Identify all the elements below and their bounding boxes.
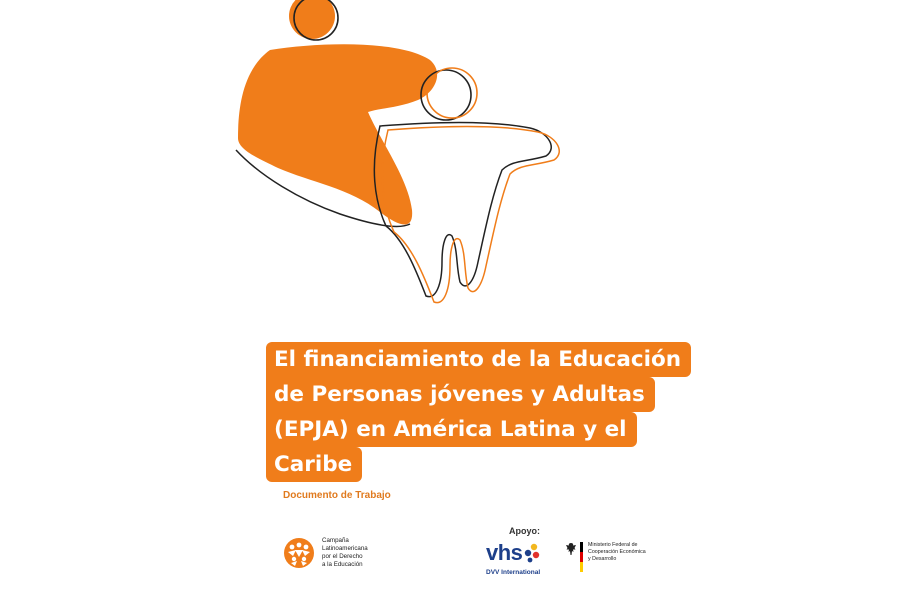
- orange-figure-body: [238, 44, 437, 224]
- ministry-line-1: Ministerio Federal de: [588, 542, 638, 548]
- campaign-line-4: a la Educación: [322, 561, 363, 568]
- vhs-logo: [486, 542, 540, 564]
- federal-eagle-icon: [565, 542, 577, 556]
- german-flag-icon: [580, 542, 583, 572]
- campaign-line-3: por el Derecho: [322, 553, 363, 560]
- campaign-block: [283, 537, 368, 569]
- orange-figure-head: [289, 0, 335, 39]
- title-line-4: Caribe: [266, 447, 362, 482]
- support-label: Apoyo:: [509, 526, 540, 536]
- vhs-dots-logo: [524, 542, 540, 564]
- document-subtitle: Documento de Trabajo: [283, 490, 391, 501]
- vhs-wordmark: vhs: [486, 540, 523, 565]
- title-line-1: El financiamiento de la Educación: [266, 342, 691, 377]
- vhs-caption: DVV International: [486, 569, 541, 576]
- campaign-line-1: Campaña: [322, 537, 349, 544]
- campaign-name: [322, 537, 368, 569]
- ministry-name: [588, 542, 646, 562]
- campaign-line-2: Latinoamericana: [322, 545, 368, 552]
- ministry-line-3: y Desarrollo: [588, 555, 617, 562]
- title-line-3: (EPJA) en América Latina y el: [266, 412, 637, 447]
- second-figure-head-outline-orange: [427, 68, 477, 118]
- ministry-line-2: Cooperación Económica: [588, 548, 646, 555]
- ministry-logo: [565, 542, 646, 572]
- title-line-2: de Personas jóvenes y Adultas: [266, 377, 655, 412]
- second-figure-head-outline: [421, 70, 471, 120]
- document-title: [266, 342, 691, 482]
- figures-illustration: [230, 0, 590, 320]
- campaign-logo: [283, 537, 315, 569]
